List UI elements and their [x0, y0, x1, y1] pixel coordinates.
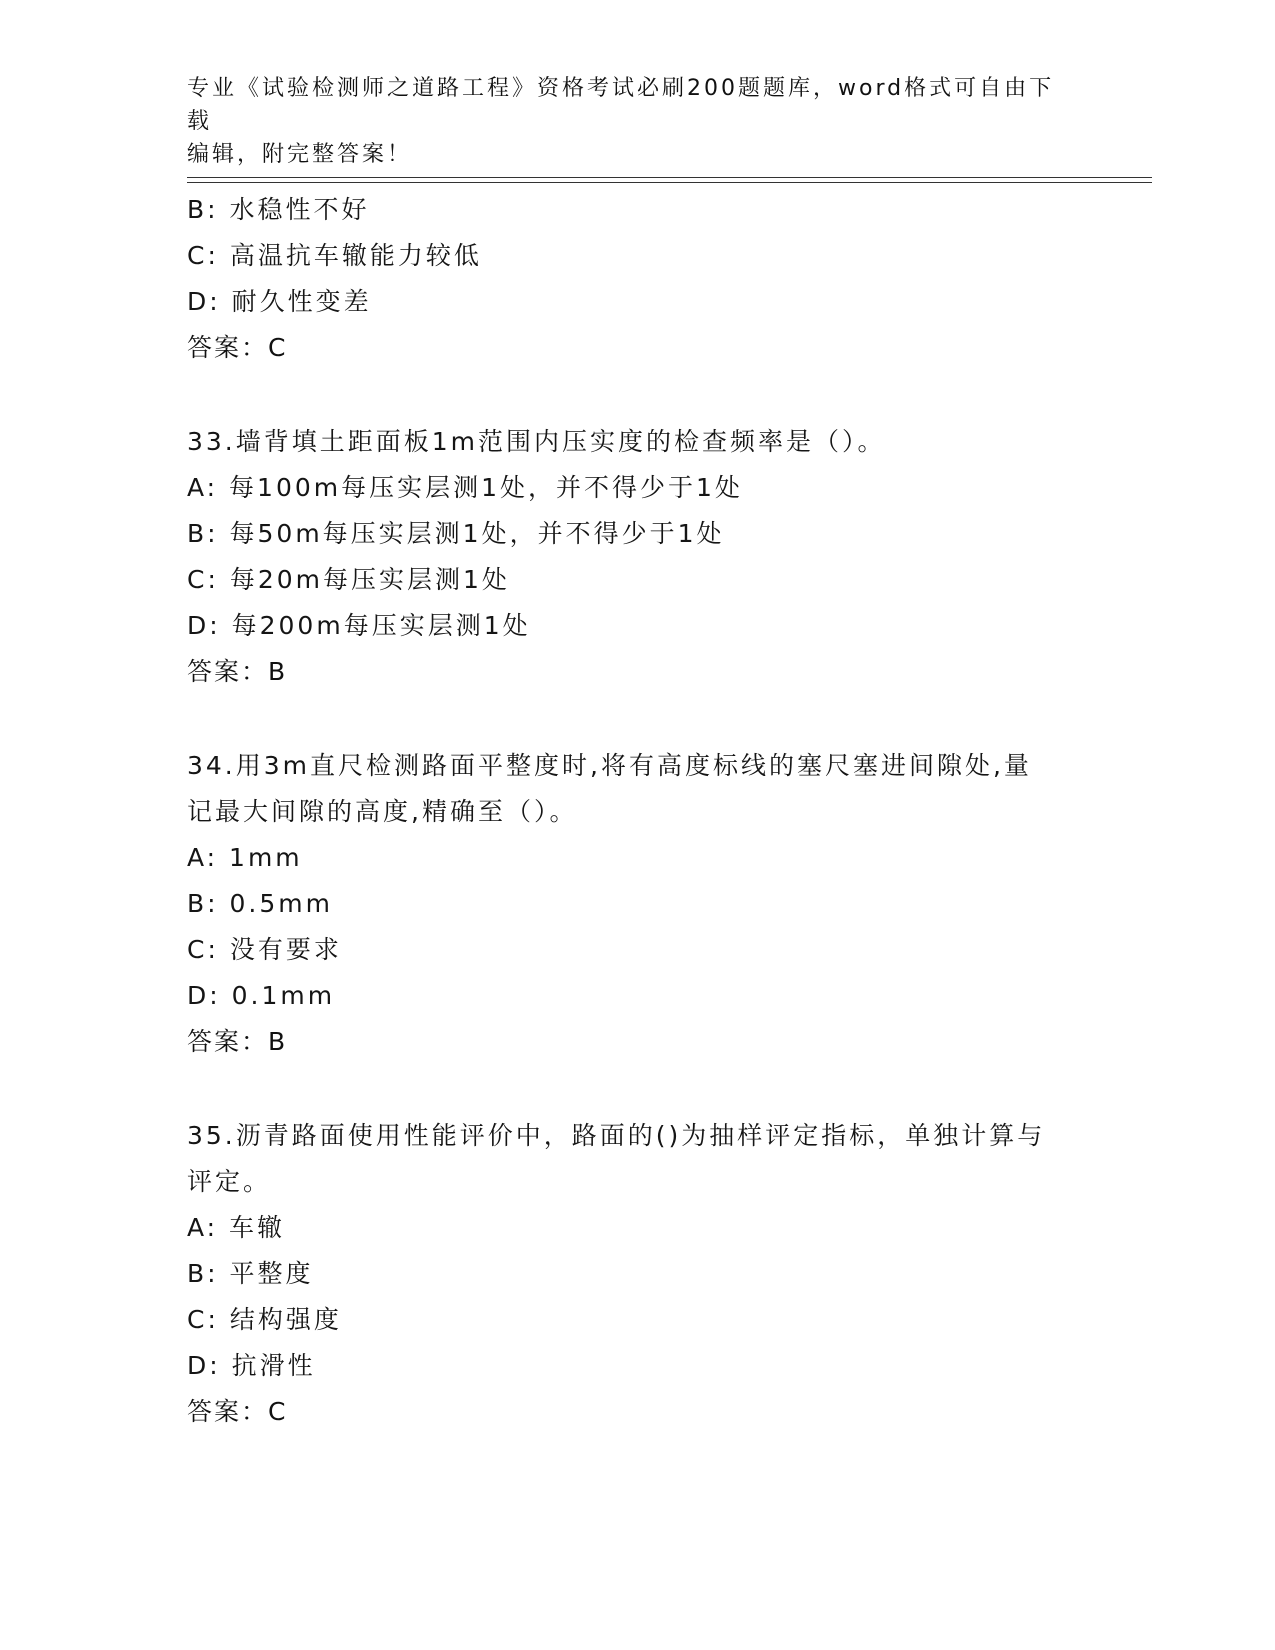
answer: 答案：C — [187, 333, 288, 362]
question-text-line: 35.沥青路面使用性能评价中，路面的()为抽样评定指标，单独计算与 — [187, 1121, 1046, 1150]
option-d: D: 抗滑性 — [187, 1351, 316, 1380]
question-text — [187, 743, 1067, 835]
option-b: B: 0.5mm — [187, 889, 333, 918]
question-text — [187, 1113, 1067, 1205]
question-32-tail — [187, 187, 1087, 371]
header-line-2: 编辑，附完整答案！ — [187, 142, 413, 167]
option-a: A: 每100m每压实层测1处，并不得少于1处 — [187, 473, 743, 502]
answer: 答案：B — [187, 657, 288, 686]
option-b: B: 平整度 — [187, 1259, 314, 1288]
option-b: B: 水稳性不好 — [187, 195, 370, 224]
question-list — [187, 187, 1087, 1435]
option-c: C: 高温抗车辙能力较低 — [187, 241, 482, 270]
option-a: A: 车辙 — [187, 1213, 286, 1242]
header-line-1: 专业《试验检测师之道路工程》资格考试必刷200题题库，word格式可自由下载 — [187, 76, 1055, 134]
question-text-line: 评定。 — [187, 1167, 272, 1196]
option-d: D: 耐久性变差 — [187, 287, 372, 316]
question-text — [187, 419, 1067, 465]
option-b: B: 每50m每压实层测1处，并不得少于1处 — [187, 519, 725, 548]
answer: 答案：C — [187, 1397, 288, 1426]
header-divider-bottom — [187, 182, 1152, 183]
question-text-line: 34.用3m直尺检测路面平整度时,将有高度标线的塞尺塞进间隙处,量 — [187, 751, 1032, 780]
question-text-line: 33.墙背填土距面板1m范围内压实度的检查频率是（）。 — [187, 427, 886, 456]
header-divider-top — [187, 177, 1152, 178]
answer: 答案：B — [187, 1027, 288, 1056]
question-text-line: 记最大间隙的高度,精确至（）。 — [187, 797, 578, 826]
option-d: D: 0.1mm — [187, 981, 336, 1010]
option-c: C: 没有要求 — [187, 935, 342, 964]
question-35 — [187, 1113, 1087, 1435]
option-d: D: 每200m每压实层测1处 — [187, 611, 531, 640]
question-33 — [187, 419, 1087, 695]
document-header — [187, 72, 1067, 171]
option-a: A: 1mm — [187, 843, 303, 872]
question-34 — [187, 743, 1087, 1065]
option-c: C: 每20m每压实层测1处 — [187, 565, 510, 594]
option-c: C: 结构强度 — [187, 1305, 342, 1334]
